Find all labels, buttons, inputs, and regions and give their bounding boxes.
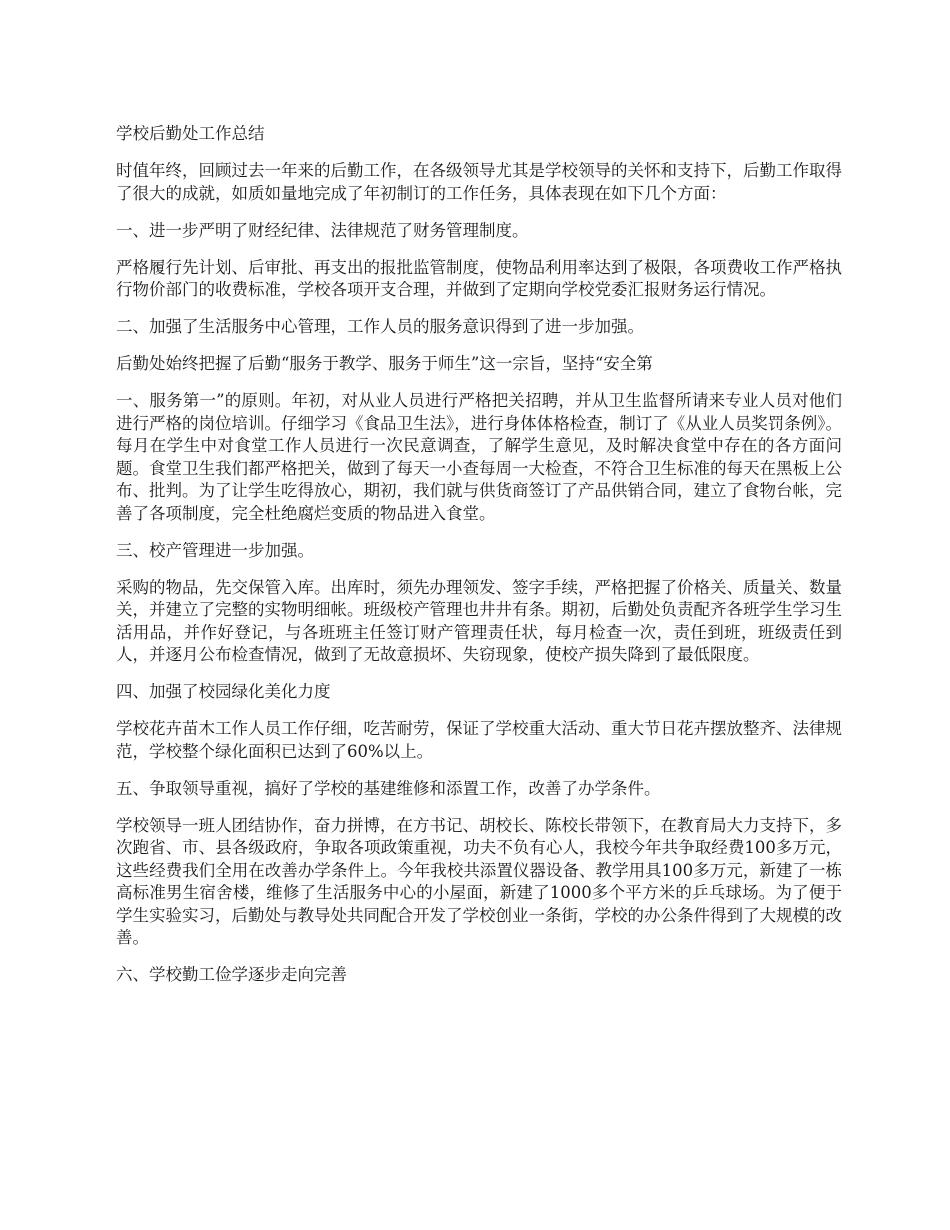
section-heading-3: 三、校产管理进一步加强。 — [116, 540, 314, 560]
section-heading-6: 六、学校勤工俭学逐步走向完善 — [116, 965, 347, 984]
section-paragraph-2b: 一、服务第一”的原则。年初，对从业人员进行严格把关招聘，并从卫生监督所请来专业人员对他们进行严格的岗位培训。仔细学习《食品卫生法》，进行身体体格检查，制订了《从业人员奖罚条例》。每月在学生中对食堂工作人员进行一次民意调查，了解学生意见，及时解决食堂中存在的各方面问题。食堂卫生我们都严格把关，做到了每天一小查每周一大检查，不符合卫生标准的每天在黑板上公布、批判。为了让学生吃得放心，期初，我们就与供货商签订了产品供销合同，建立了食物台帐，完善了各项制度，完全杜绝腐烂变质的物品进入食堂。 — [116, 391, 842, 523]
section-paragraph-5: 学校领导一班人团结协作，奋力拼博，在方书记、胡校长、陈校长带领下，在教育局大力支持下，多次跑省、市、县各级政府，争取各项政策重视，功夫不负有心人，我校今年共争取经费100多万元，这些经费我们全用在改善办学条件上。今年我校共添置仪器设备、教学用具100多万元，新建了一栋高标准男生宿舍楼，维修了生活服务中心的小屋面，新建了1000多个平方米的乒乓球场。为了便于学生实验实习，后勤处与教导处共同配合开发了学校创业一条街，学校的办公条件得到了大规模的改善。 — [116, 815, 842, 947]
section-heading-1: 一、进一步严明了财经纪律、法律规范了财务管理制度。 — [116, 220, 529, 240]
section-paragraph-4: 学校花卉苗木工作人员工作仔细，吃苦耐劳，保证了学校重大活动、重大节日花卉摆放整齐、法律规范，学校整个绿化面积已达到了60%以上。 — [116, 719, 842, 761]
document-body — [116, 123, 842, 1001]
section-paragraph-2a: 后勤处始终把握了后勤“服务于教学、服务于师生”这一宗旨，坚持“安全第 — [116, 354, 653, 373]
document-title: 学校后勤处工作总结 — [116, 124, 265, 143]
section-heading-2: 二、加强了生活服务中心管理，工作人员的服务意识得到了进一步加强。 — [116, 317, 644, 336]
section-heading-4: 四、加强了校园绿化美化力度 — [116, 682, 331, 701]
intro-paragraph: 时值年终，回顾过去一年来的后勤工作，在各级领导尤其是学校领导的关怀和支持下，后勤工作取得了很大的成就，如质如量地完成了年初制订的工作任务，具体表现在如下几个方面： — [116, 161, 842, 203]
section-paragraph-3: 采购的物品，先交保管入库。出库时，须先办理领发、签字手续，严格把握了价格关、质量关、数量关，并建立了完整的实物明细帐。班级校产管理也井井有条。期初，后勤处负责配齐各班学生学习生活用品，并作好登记，与各班班主任签订财产管理责任状，每月检查一次，责任到班，班级责任到人，并逐月公布检查情况，做到了无故意损坏、失窃现象，使校产损失降到了最低限度。 — [116, 577, 842, 664]
section-paragraph-1: 严格履行先计划、后审批、再支出的报批监管制度，使物品利用率达到了极限，各项费收工作严格执行物价部门的收费标准，学校各项开支合理，并做到了定期向学校党委汇报财务运行情况。 — [116, 257, 842, 299]
section-heading-5: 五、争取领导重视，搞好了学校的基建维修和添置工作，改善了办学条件。 — [116, 778, 661, 798]
